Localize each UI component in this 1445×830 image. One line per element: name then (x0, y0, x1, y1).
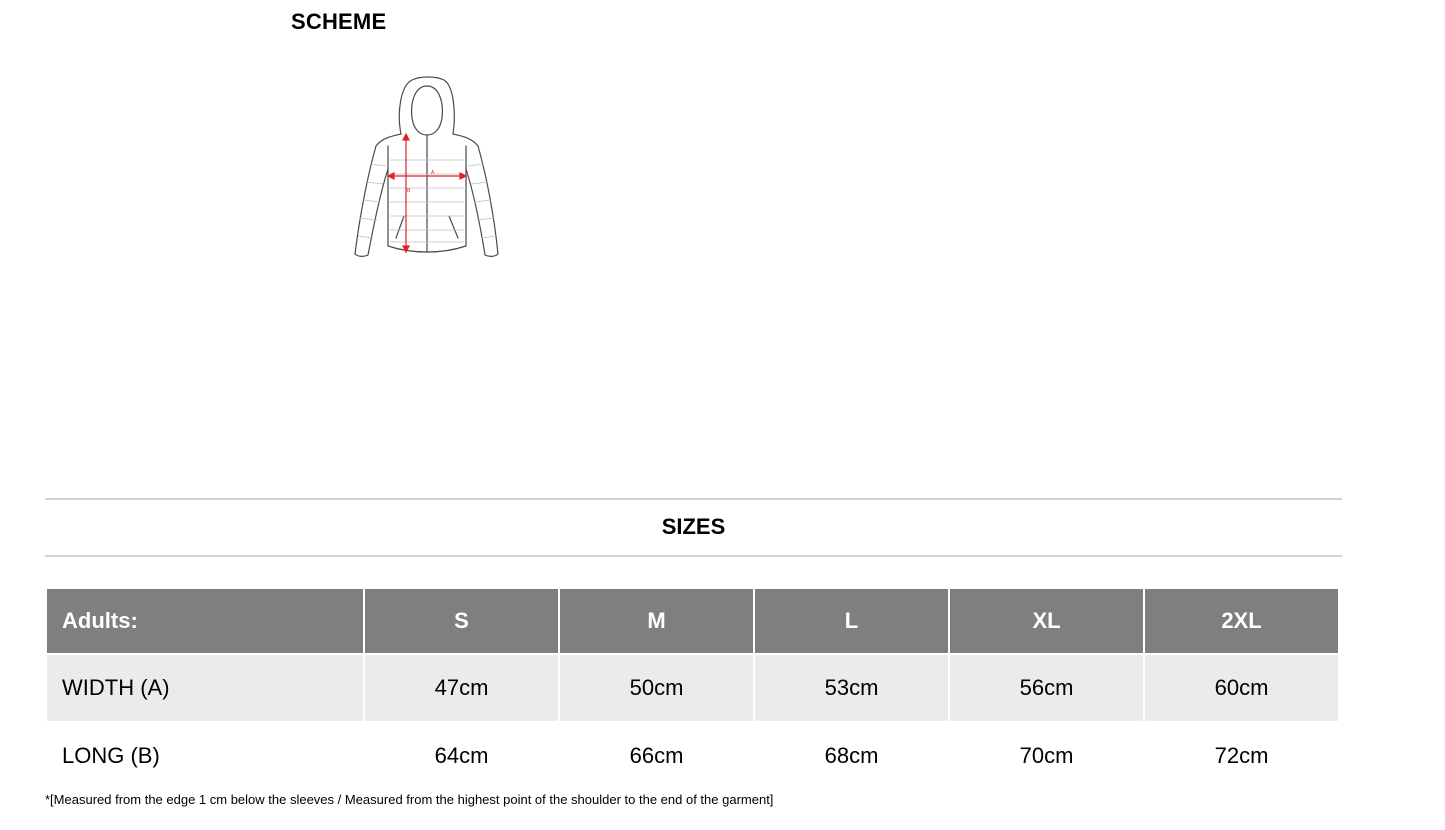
label-a: A (431, 170, 435, 176)
table-row-long (47, 723, 1338, 789)
size-column-2xl: 2XL (1145, 589, 1338, 653)
jacket-outline (355, 77, 498, 256)
scheme-title: SCHEME (291, 9, 387, 34)
table-row-width (47, 655, 1338, 721)
cell-width-xl: 56cm (950, 655, 1143, 721)
size-column-xl: XL (950, 589, 1143, 653)
size-column-m: M (560, 589, 753, 653)
cell-long-xl: 70cm (950, 723, 1143, 789)
sizes-top-divider (45, 498, 1342, 500)
label-b: B (407, 188, 411, 194)
cell-width-s: 47cm (365, 655, 558, 721)
size-table (45, 587, 1340, 791)
sizes-title: SIZES (661, 514, 726, 539)
hooded-jacket-diagram (350, 74, 504, 262)
cell-long-l: 68cm (755, 723, 948, 789)
header-label: Adults: (47, 589, 363, 653)
size-column-s: S (365, 589, 558, 653)
cell-width-2xl: 60cm (1145, 655, 1338, 721)
sizes-bottom-divider (45, 555, 1342, 557)
size-column-l: L (755, 589, 948, 653)
cell-long-s: 64cm (365, 723, 558, 789)
cell-width-m: 50cm (560, 655, 753, 721)
measurement-footnote: *[Measured from the edge 1 cm below the sleeves / Measured from the highest point of the shoulder to the end of the garment] (45, 792, 774, 807)
row-label-long: LONG (B) (47, 723, 363, 789)
row-label-width: WIDTH (A) (47, 655, 363, 721)
size-header-row (47, 589, 1338, 653)
cell-long-2xl: 72cm (1145, 723, 1338, 789)
cell-long-m: 66cm (560, 723, 753, 789)
cell-width-l: 53cm (755, 655, 948, 721)
